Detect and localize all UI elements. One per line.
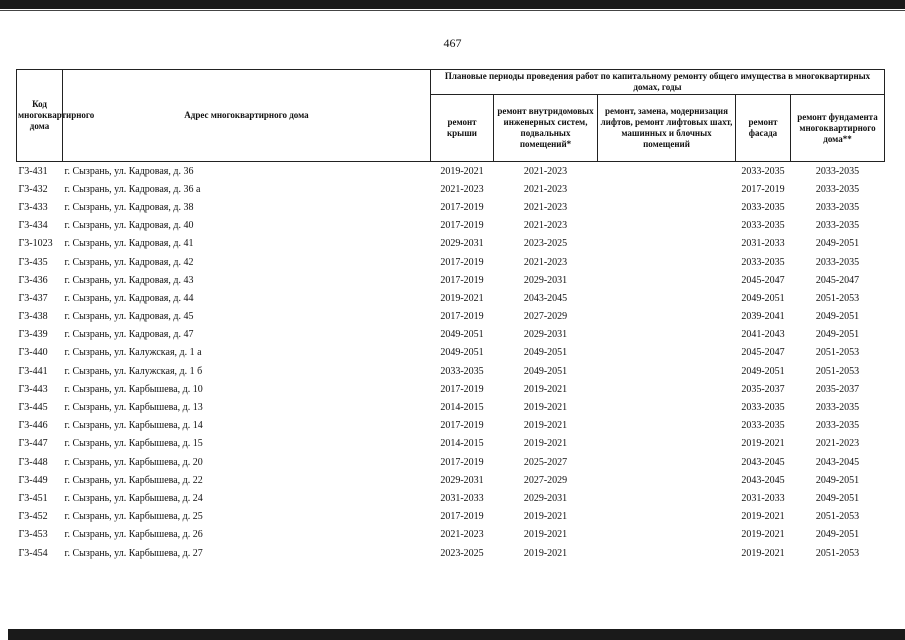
cell-foundation: 2033-2035 <box>815 402 860 414</box>
cell-elevators <box>598 471 736 489</box>
table-row <box>17 544 885 562</box>
cell-engineering: 2029-2031 <box>523 492 568 504</box>
cell-code: Г3-447 <box>18 438 48 450</box>
cell-roof: 2049-2051 <box>440 329 484 341</box>
cell-elevators <box>598 180 736 198</box>
table-row <box>17 308 885 326</box>
cell-facade: 2017-2019 <box>741 183 785 195</box>
cell-engineering: 2019-2021 <box>523 438 568 450</box>
cell-address: г. Сызрань, ул. Карбышева, д. 13 <box>64 402 203 414</box>
cell-engineering: 2021-2023 <box>523 165 568 177</box>
cell-facade: 2035-2037 <box>741 383 785 395</box>
cell-engineering: 2027-2029 <box>523 474 568 486</box>
table-row <box>17 526 885 544</box>
cell-code: Г3-435 <box>18 256 48 268</box>
repair-schedule-table <box>16 69 885 562</box>
cell-elevators <box>598 435 736 453</box>
cell-facade: 2033-2035 <box>741 220 785 232</box>
table-row <box>17 180 885 198</box>
cell-facade: 2019-2021 <box>741 438 785 450</box>
cell-roof: 2029-2031 <box>440 474 484 486</box>
cell-code: Г3-443 <box>18 383 48 395</box>
cell-code: Г3-441 <box>18 365 48 377</box>
cell-roof: 2031-2033 <box>440 492 484 504</box>
cell-address: г. Сызрань, ул. Карбышева, д. 22 <box>64 474 203 486</box>
cell-address: г. Сызрань, ул. Карбышева, д. 14 <box>64 420 203 432</box>
cell-address: г. Сызрань, ул. Калужская, д. 1 б <box>64 365 203 377</box>
cell-foundation: 2045-2047 <box>815 274 860 286</box>
cell-engineering: 2019-2021 <box>523 529 568 541</box>
cell-roof: 2033-2035 <box>440 365 484 377</box>
cell-facade: 2031-2033 <box>741 238 785 250</box>
cell-engineering: 2049-2051 <box>523 365 568 377</box>
cell-elevators <box>598 380 736 398</box>
cell-code: Г3-1023 <box>18 238 53 250</box>
cell-facade: 2033-2035 <box>741 402 785 414</box>
scan-top-border <box>0 0 905 9</box>
cell-foundation: 2051-2053 <box>815 292 860 304</box>
cell-roof: 2049-2051 <box>440 347 484 359</box>
cell-facade: 2019-2021 <box>741 529 785 541</box>
cell-code: Г3-433 <box>18 201 48 213</box>
cell-roof: 2023-2025 <box>440 547 484 559</box>
cell-roof: 2014-2015 <box>440 438 484 450</box>
header-address: Адрес многоквартирного дома <box>63 70 431 162</box>
cell-foundation: 2035-2037 <box>815 383 860 395</box>
cell-elevators <box>598 526 736 544</box>
table-row <box>17 362 885 380</box>
cell-engineering: 2021-2023 <box>523 201 568 213</box>
header-periods: Плановые периоды проведения работ по капитальному ремонту общего имущества в многоквартирных домах, годы <box>431 70 885 95</box>
cell-elevators <box>598 398 736 416</box>
cell-foundation: 2033-2035 <box>815 165 860 177</box>
table-row <box>17 489 885 507</box>
cell-address: г. Сызрань, ул. Карбышева, д. 27 <box>64 547 203 559</box>
cell-foundation: 2051-2053 <box>815 511 860 523</box>
cell-engineering: 2021-2023 <box>523 256 568 268</box>
cell-roof: 2017-2019 <box>440 220 484 232</box>
cell-roof: 2017-2019 <box>440 456 484 468</box>
cell-facade: 2033-2035 <box>741 420 785 432</box>
cell-elevators <box>598 344 736 362</box>
cell-elevators <box>598 453 736 471</box>
cell-code: Г3-451 <box>18 492 48 504</box>
cell-foundation: 2051-2053 <box>815 365 860 377</box>
table-row <box>17 271 885 289</box>
cell-foundation: 2033-2035 <box>815 256 860 268</box>
cell-facade: 2033-2035 <box>741 256 785 268</box>
cell-elevators <box>598 508 736 526</box>
cell-roof: 2021-2023 <box>440 529 484 541</box>
cell-engineering: 2019-2021 <box>523 420 568 432</box>
cell-foundation: 2033-2035 <box>815 183 860 195</box>
cell-roof: 2019-2021 <box>440 165 484 177</box>
cell-engineering: 2029-2031 <box>523 329 568 341</box>
cell-facade: 2045-2047 <box>741 347 785 359</box>
cell-engineering: 2019-2021 <box>523 547 568 559</box>
cell-engineering: 2019-2021 <box>523 402 568 414</box>
cell-facade: 2049-2051 <box>741 292 785 304</box>
cell-engineering: 2049-2051 <box>523 347 568 359</box>
table-row <box>17 380 885 398</box>
cell-roof: 2029-2031 <box>440 238 484 250</box>
cell-code: Г3-438 <box>18 311 48 323</box>
cell-engineering: 2029-2031 <box>523 274 568 286</box>
cell-address: г. Сызрань, ул. Кадровая, д. 38 <box>64 201 194 213</box>
cell-facade: 2019-2021 <box>741 511 785 523</box>
header-foundation: ремонт фундамента многоквартирного дома** <box>791 95 885 162</box>
header-facade: ремонт фасада <box>736 95 791 162</box>
cell-address: г. Сызрань, ул. Карбышева, д. 15 <box>64 438 203 450</box>
table-row <box>17 435 885 453</box>
cell-address: г. Сызрань, ул. Кадровая, д. 36 а <box>64 183 201 195</box>
cell-code: Г3-432 <box>18 183 48 195</box>
cell-facade: 2049-2051 <box>741 365 785 377</box>
table-body <box>17 162 885 563</box>
cell-code: Г3-440 <box>18 347 48 359</box>
cell-facade: 2039-2041 <box>741 311 785 323</box>
cell-roof: 2017-2019 <box>440 511 484 523</box>
cell-roof: 2019-2021 <box>440 292 484 304</box>
cell-engineering: 2019-2021 <box>523 383 568 395</box>
cell-foundation: 2033-2035 <box>815 420 860 432</box>
table-row <box>17 235 885 253</box>
cell-foundation: 2033-2035 <box>815 201 860 213</box>
cell-foundation: 2051-2053 <box>815 347 860 359</box>
cell-facade: 2033-2035 <box>741 165 785 177</box>
cell-foundation: 2051-2053 <box>815 547 860 559</box>
header-roof: ремонт крыши <box>431 95 494 162</box>
cell-code: Г3-446 <box>18 420 48 432</box>
cell-facade: 2041-2043 <box>741 329 785 341</box>
cell-address: г. Сызрань, ул. Кадровая, д. 44 <box>64 292 194 304</box>
cell-elevators <box>598 544 736 562</box>
cell-code: Г3-445 <box>18 402 48 414</box>
cell-address: г. Сызрань, ул. Кадровая, д. 47 <box>64 329 194 341</box>
cell-engineering: 2027-2029 <box>523 311 568 323</box>
cell-roof: 2017-2019 <box>440 256 484 268</box>
cell-engineering: 2021-2023 <box>523 220 568 232</box>
cell-address: г. Сызрань, ул. Карбышева, д. 24 <box>64 492 203 504</box>
cell-code: Г3-449 <box>18 474 48 486</box>
cell-elevators <box>598 162 736 181</box>
cell-engineering: 2025-2027 <box>523 456 568 468</box>
cell-foundation: 2049-2051 <box>815 238 860 250</box>
cell-elevators <box>598 217 736 235</box>
cell-foundation: 2049-2051 <box>815 529 860 541</box>
cell-code: Г3-431 <box>18 165 48 177</box>
cell-code: Г3-437 <box>18 292 48 304</box>
cell-address: г. Сызрань, ул. Калужская, д. 1 а <box>64 347 202 359</box>
cell-elevators <box>598 362 736 380</box>
table-row <box>17 471 885 489</box>
table-row <box>17 453 885 471</box>
cell-roof: 2021-2023 <box>440 183 484 195</box>
cell-engineering: 2021-2023 <box>523 183 568 195</box>
table-row <box>17 198 885 216</box>
table-row <box>17 162 885 181</box>
cell-address: г. Сызрань, ул. Кадровая, д. 43 <box>64 274 194 286</box>
cell-code: Г3-453 <box>18 529 48 541</box>
cell-address: г. Сызрань, ул. Карбышева, д. 20 <box>64 456 203 468</box>
cell-facade: 2043-2045 <box>741 456 785 468</box>
cell-elevators <box>598 253 736 271</box>
cell-address: г. Сызрань, ул. Кадровая, д. 42 <box>64 256 194 268</box>
cell-code: Г3-448 <box>18 456 48 468</box>
table-row <box>17 508 885 526</box>
table-row <box>17 289 885 307</box>
header-elevators: ремонт, замена, модернизация лифтов, ремонт лифтовых шахт, машинных и блочных помещений <box>598 95 736 162</box>
cell-engineering: 2019-2021 <box>523 511 568 523</box>
header-engineering: ремонт внутридомовых инженерных систем, подвальных помещений* <box>494 95 598 162</box>
cell-facade: 2045-2047 <box>741 274 785 286</box>
table-row <box>17 253 885 271</box>
cell-roof: 2017-2019 <box>440 420 484 432</box>
cell-roof: 2014-2015 <box>440 402 484 414</box>
cell-facade: 2031-2033 <box>741 492 785 504</box>
cell-elevators <box>598 417 736 435</box>
cell-elevators <box>598 271 736 289</box>
cell-engineering: 2043-2045 <box>523 292 568 304</box>
cell-elevators <box>598 235 736 253</box>
scan-bottom-border <box>8 629 905 640</box>
cell-code: Г3-454 <box>18 547 48 559</box>
cell-address: г. Сызрань, ул. Кадровая, д. 45 <box>64 311 194 323</box>
cell-facade: 2019-2021 <box>741 547 785 559</box>
cell-facade: 2043-2045 <box>741 474 785 486</box>
cell-roof: 2017-2019 <box>440 311 484 323</box>
cell-elevators <box>598 489 736 507</box>
cell-address: г. Сызрань, ул. Карбышева, д. 26 <box>64 529 203 541</box>
scan-top-rule <box>0 10 905 11</box>
cell-foundation: 2049-2051 <box>815 492 860 504</box>
cell-roof: 2017-2019 <box>440 383 484 395</box>
cell-foundation: 2033-2035 <box>815 220 860 232</box>
cell-foundation: 2049-2051 <box>815 311 860 323</box>
cell-elevators <box>598 198 736 216</box>
cell-code: Г3-439 <box>18 329 48 341</box>
cell-elevators <box>598 308 736 326</box>
cell-elevators <box>598 326 736 344</box>
cell-engineering: 2023-2025 <box>523 238 568 250</box>
cell-code: Г3-434 <box>18 220 48 232</box>
cell-roof: 2017-2019 <box>440 201 484 213</box>
cell-code: Г3-452 <box>18 511 48 523</box>
cell-facade: 2033-2035 <box>741 201 785 213</box>
cell-foundation: 2021-2023 <box>815 438 860 450</box>
table-row <box>17 326 885 344</box>
page-number: 467 <box>443 36 462 50</box>
cell-address: г. Сызрань, ул. Кадровая, д. 36 <box>64 165 194 177</box>
header-code: Код многоквартирного дома <box>17 70 63 162</box>
cell-elevators <box>598 289 736 307</box>
cell-foundation: 2049-2051 <box>815 329 860 341</box>
table-row <box>17 344 885 362</box>
table-row <box>17 217 885 235</box>
cell-address: г. Сызрань, ул. Карбышева, д. 10 <box>64 383 203 395</box>
cell-foundation: 2043-2045 <box>815 456 860 468</box>
cell-code: Г3-436 <box>18 274 48 286</box>
cell-foundation: 2049-2051 <box>815 474 860 486</box>
table-row <box>17 417 885 435</box>
cell-roof: 2017-2019 <box>440 274 484 286</box>
cell-address: г. Сызрань, ул. Кадровая, д. 40 <box>64 220 194 232</box>
cell-address: г. Сызрань, ул. Кадровая, д. 41 <box>64 238 194 250</box>
cell-address: г. Сызрань, ул. Карбышева, д. 25 <box>64 511 203 523</box>
table-row <box>17 398 885 416</box>
